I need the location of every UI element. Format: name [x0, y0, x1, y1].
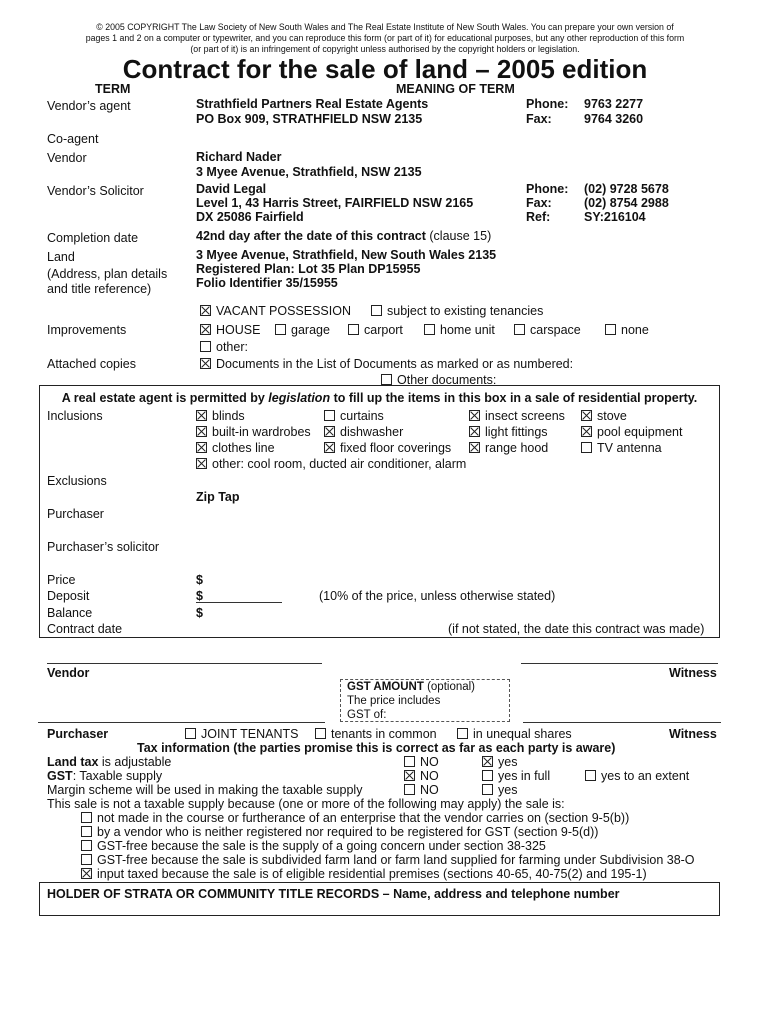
witness-signature-line-2[interactable] — [523, 722, 721, 723]
copyright-line-1: © 2005 COPYRIGHT The Law Society of New South Wales and The Real Estate Institute of New South Wales. You can prepare your own version of — [96, 22, 674, 32]
land-tax-yes-label: yes — [498, 755, 518, 769]
documents-list-option[interactable] — [200, 357, 573, 371]
other-documents-checkbox[interactable] — [381, 374, 392, 385]
completion-date-label: Completion date — [47, 231, 139, 245]
land-label: Land — [47, 250, 75, 264]
notice-part-2: to fill up the items in this box in a sale of residential property. — [330, 391, 698, 405]
margin-yes-label: yes — [498, 783, 518, 797]
purchasers-solicitor-label: Purchaser’s solicitor — [47, 540, 160, 554]
term-header: TERM — [95, 82, 131, 96]
inclusion-label: curtains — [340, 409, 384, 423]
gst-bold: GST — [47, 769, 73, 783]
vacant-possession-checkbox[interactable] — [200, 305, 211, 316]
unequal-shares-checkbox[interactable] — [457, 728, 468, 739]
gst-extent-label: yes to an extent — [601, 769, 690, 783]
deposit-note: (10% of the price, unless otherwise stated) — [319, 589, 556, 603]
inclusion-checkbox[interactable] — [324, 410, 335, 421]
gst-reason-label: GST-free because the sale is the supply of a going concern under section 38-325 — [97, 839, 546, 853]
notice-legislation: legislation — [268, 391, 331, 405]
attached-copies-label: Attached copies — [47, 357, 136, 371]
witness-label-2: Witness — [669, 727, 717, 741]
vendor-address: 3 Myee Avenue, Strathfield, NSW 2135 — [196, 165, 422, 179]
gst-label — [47, 769, 162, 783]
existing-tenancies-label: subject to existing tenancies — [387, 304, 544, 318]
tenants-in-common-label: tenants in common — [331, 727, 437, 741]
improvement-other-option[interactable] — [200, 340, 248, 354]
meaning-header: MEANING OF TERM — [396, 82, 515, 96]
balance-value[interactable]: $ — [196, 606, 203, 620]
land-tax-no-option[interactable] — [404, 755, 439, 769]
tenants-in-common-checkbox[interactable] — [315, 728, 326, 739]
co-agent-label: Co-agent — [47, 132, 99, 146]
existing-tenancies-option[interactable] — [371, 304, 543, 318]
copyright-line-3: (or part of it) is an infringement of copyright unless authorised by the copyright holders or legislation. — [190, 44, 580, 54]
vendors-agent-address: PO Box 909, STRATHFIELD NSW 2135 — [196, 112, 423, 126]
land-sublabel-1: (Address, plan details — [47, 267, 168, 281]
gst-amount-heading: GST AMOUNT — [347, 681, 424, 693]
improvement-label: carspace — [530, 323, 581, 337]
inclusion-label: clothes line — [212, 441, 275, 455]
purchaser-signature-line[interactable] — [38, 722, 325, 723]
vendors-agent-phone: 9763 2277 — [584, 97, 644, 111]
land-address: 3 Myee Avenue, Strathfield, New South Wales 2135 — [196, 248, 497, 262]
tax-heading: Tax information (the parties promise this is correct as far as each party is aware) — [137, 741, 616, 755]
gst-no-label: NO — [420, 769, 439, 783]
improvement-option[interactable] — [424, 323, 495, 337]
gst-no-checkbox[interactable] — [404, 770, 415, 781]
solicitor-fax-label: Fax: — [526, 196, 552, 210]
inclusion-option[interactable] — [581, 425, 682, 439]
inclusion-option[interactable] — [581, 409, 627, 423]
land-tax-rest: is adjustable — [98, 755, 172, 769]
inclusion-checkbox[interactable] — [469, 426, 480, 437]
joint-tenants-option[interactable] — [185, 727, 298, 741]
improvement-other-label: other: — [216, 340, 248, 354]
improvement-option[interactable] — [605, 323, 649, 337]
deposit-label: Deposit — [47, 589, 90, 603]
inclusion-label: stove — [597, 409, 627, 423]
improvement-label: none — [621, 323, 649, 337]
inclusion-label: TV antenna — [597, 441, 662, 455]
inclusion-checkbox[interactable] — [324, 442, 335, 453]
witness-signature-line[interactable] — [521, 663, 718, 664]
gst-amount-line-3: GST of: — [347, 709, 387, 721]
gst-reason-checkbox[interactable] — [81, 812, 92, 823]
inclusion-label: insect screens — [485, 409, 565, 423]
improvement-checkbox[interactable] — [200, 324, 211, 335]
solicitor-ref-label: Ref: — [526, 210, 551, 224]
vacant-possession-option[interactable] — [200, 304, 351, 318]
inclusion-label: range hood — [485, 441, 549, 455]
gst-reason-option[interactable] — [81, 867, 647, 881]
vendor-name: Richard Nader — [196, 150, 282, 164]
gst-reason-checkbox[interactable] — [81, 854, 92, 865]
inclusions-label: Inclusions — [47, 409, 103, 423]
inclusion-label: light fittings — [485, 425, 548, 439]
vendors-agent-name: Strathfield Partners Real Estate Agents — [196, 97, 429, 111]
deposit-underline — [196, 602, 282, 603]
completion-date-value — [196, 229, 491, 243]
gst-reason-option[interactable] — [81, 825, 598, 839]
improvement-label: HOUSE — [216, 323, 261, 337]
vendor-signature-line[interactable] — [47, 663, 322, 664]
solicitor-phone-label: Phone: — [526, 182, 569, 196]
inclusion-option[interactable] — [324, 441, 451, 455]
inclusion-checkbox[interactable] — [196, 442, 207, 453]
gst-reason-option[interactable] — [81, 811, 629, 825]
gst-reason-label: GST-free because the sale is subdivided farm land or farm land supplied for farming under Subdivision 38-O — [97, 853, 695, 867]
land-tax-yes-checkbox[interactable] — [482, 756, 493, 767]
margin-yes-option[interactable] — [482, 783, 517, 797]
improvement-label: home unit — [440, 323, 495, 337]
gst-amount-line-2: The price includes — [347, 695, 441, 707]
solicitor-phone: (02) 9728 5678 — [584, 182, 669, 196]
margin-scheme-label: Margin scheme will be used in making the taxable supply — [47, 783, 363, 797]
gst-extent-checkbox[interactable] — [585, 770, 596, 781]
vendors-solicitor-label: Vendor’s Solicitor — [47, 184, 144, 198]
margin-yes-checkbox[interactable] — [482, 784, 493, 795]
land-tax-no-label: NO — [420, 755, 439, 769]
inclusion-checkbox[interactable] — [196, 426, 207, 437]
vendors-agent-phone-label: Phone: — [526, 97, 569, 111]
solicitor-fax: (02) 8754 2988 — [584, 196, 669, 210]
gst-amount-optional: (optional) — [423, 681, 476, 693]
vendors-solicitor-address-1: Level 1, 43 Harris Street, FAIRFIELD NSW 2165 — [196, 196, 474, 210]
gst-reason-label: input taxed because the sale is of eligible residential premises (sections 40-65, 40-75(2) and 195-1) — [97, 867, 647, 881]
gst-full-label: yes in full — [498, 769, 551, 783]
inclusion-checkbox[interactable] — [469, 410, 480, 421]
gst-amount-title — [347, 681, 475, 694]
inclusion-option[interactable] — [196, 425, 311, 439]
vendors-solicitor-address-2: DX 25086 Fairfield — [196, 210, 304, 224]
inclusion-option[interactable] — [469, 425, 548, 439]
inclusion-label: pool equipment — [597, 425, 683, 439]
improvement-label: garage — [291, 323, 330, 337]
inclusion-other-label: other: cool room, ducted air conditioner, alarm — [212, 457, 467, 471]
agent-permitted-notice — [39, 391, 720, 405]
notice-part-1: A real estate agent is permitted by — [61, 391, 269, 405]
gst-rest: : Taxable supply — [72, 769, 163, 783]
vacant-possession-label: VACANT POSSESSION — [216, 304, 351, 318]
improvement-checkbox[interactable] — [348, 324, 359, 335]
land-sublabel-2: and title reference) — [47, 282, 152, 296]
copyright-line-2: pages 1 and 2 on a computer or typewriter, and you can reproduce this form (or part of it) for educational purposes, but any other reproduction of this form — [85, 33, 685, 43]
gst-full-option[interactable] — [482, 769, 550, 783]
land-tax-yes-option[interactable] — [482, 755, 517, 769]
gst-extent-option[interactable] — [585, 769, 689, 783]
improvement-checkbox[interactable] — [514, 324, 525, 335]
improvement-option[interactable] — [348, 323, 403, 337]
inclusion-other-checkbox[interactable] — [196, 458, 207, 469]
witness-label-1: Witness — [669, 666, 717, 680]
exclusions-label: Exclusions — [47, 474, 107, 488]
existing-tenancies-checkbox[interactable] — [371, 305, 382, 316]
contract-date-note: (if not stated, the date this contract was made) — [448, 622, 705, 636]
vendors-solicitor-name: David Legal — [196, 182, 267, 196]
price-value[interactable]: $ — [196, 573, 203, 587]
inclusion-option[interactable] — [469, 441, 548, 455]
improvement-label: carport — [364, 323, 403, 337]
inclusion-checkbox[interactable] — [581, 442, 592, 453]
inclusion-option[interactable] — [581, 441, 662, 455]
inclusion-checkbox[interactable] — [324, 426, 335, 437]
inclusion-label: fixed floor coverings — [340, 441, 452, 455]
margin-no-option[interactable] — [404, 783, 439, 797]
vendor-signature-label: Vendor — [47, 666, 90, 680]
inclusion-label: blinds — [212, 409, 245, 423]
inclusion-option[interactable] — [196, 409, 245, 423]
balance-label: Balance — [47, 606, 93, 620]
unequal-shares-label: in unequal shares — [473, 727, 572, 741]
joint-tenants-checkbox[interactable] — [185, 728, 196, 739]
purchaser-signature-label: Purchaser — [47, 727, 109, 741]
completion-date-bold: 42nd day after the date of this contract — [196, 229, 426, 243]
gst-reason-checkbox[interactable] — [81, 840, 92, 851]
improvement-option[interactable] — [200, 323, 260, 337]
gst-full-checkbox[interactable] — [482, 770, 493, 781]
gst-reason-checkbox[interactable] — [81, 826, 92, 837]
margin-no-checkbox[interactable] — [404, 784, 415, 795]
contract-date-label: Contract date — [47, 622, 123, 636]
land-tax-label — [47, 755, 171, 769]
strata-records-label: HOLDER OF STRATA OR COMMUNITY TITLE RECORDS – Name, address and telephone number — [47, 887, 620, 901]
inclusion-option[interactable] — [324, 409, 384, 423]
inclusion-label: built-in wardrobes — [212, 425, 311, 439]
documents-list-label: Documents in the List of Documents as marked or as numbered: — [216, 357, 574, 371]
vendors-agent-fax: 9764 3260 — [584, 112, 644, 126]
inclusion-checkbox[interactable] — [196, 410, 207, 421]
purchaser-label: Purchaser — [47, 507, 104, 521]
gst-reason-label: not made in the course or furtherance of an enterprise that the vendor carries on (section 9-5(b)) — [97, 811, 630, 825]
gst-reason-checkbox[interactable] — [81, 868, 92, 879]
inclusion-option[interactable] — [196, 441, 275, 455]
other-documents-label: Other documents: — [397, 373, 497, 387]
joint-tenants-label: JOINT TENANTS — [201, 727, 299, 741]
vendors-agent-label: Vendor’s agent — [47, 99, 131, 113]
inclusion-option[interactable] — [469, 409, 565, 423]
deposit-value[interactable]: $ — [196, 589, 203, 603]
tenants-in-common-option[interactable] — [315, 727, 437, 741]
inclusion-checkbox[interactable] — [469, 442, 480, 453]
gst-reason-option[interactable] — [81, 853, 695, 867]
price-label: Price — [47, 573, 76, 587]
inclusion-other-option[interactable] — [196, 457, 466, 471]
document-title: Contract for the sale of land – 2005 edition — [122, 54, 648, 84]
inclusion-checkbox[interactable] — [581, 410, 592, 421]
improvement-checkbox[interactable] — [605, 324, 616, 335]
margin-no-label: NO — [420, 783, 439, 797]
improvement-checkbox[interactable] — [424, 324, 435, 335]
vendor-label: Vendor — [47, 151, 87, 165]
inclusion-label: dishwasher — [340, 425, 404, 439]
improvement-checkbox[interactable] — [275, 324, 286, 335]
land-folio: Folio Identifier 35/15955 — [196, 276, 338, 290]
improvement-option[interactable] — [275, 323, 330, 337]
gst-reason-label: by a vendor who is neither registered nor required to be registered for GST (section 9-5(d)) — [97, 825, 599, 839]
land-plan: Registered Plan: Lot 35 Plan DP15955 — [196, 262, 421, 276]
unequal-shares-option[interactable] — [457, 727, 572, 741]
land-tax-no-checkbox[interactable] — [404, 756, 415, 767]
inclusion-checkbox[interactable] — [581, 426, 592, 437]
vendors-agent-fax-label: Fax: — [526, 112, 552, 126]
documents-list-checkbox[interactable] — [200, 358, 211, 369]
land-tax-bold: Land tax — [47, 755, 99, 769]
not-taxable-statement: This sale is not a taxable supply because (one or more of the following may apply) the sale is: — [47, 797, 565, 811]
solicitor-ref: SY:216104 — [584, 210, 646, 224]
improvement-option[interactable] — [514, 323, 581, 337]
improvement-other-checkbox[interactable] — [200, 341, 211, 352]
completion-date-clause: (clause 15) — [425, 229, 492, 243]
exclusions-value: Zip Tap — [196, 490, 240, 504]
gst-no-option[interactable] — [404, 769, 439, 783]
gst-reason-option[interactable] — [81, 839, 546, 853]
improvements-label: Improvements — [47, 323, 127, 337]
inclusion-option[interactable] — [324, 425, 403, 439]
